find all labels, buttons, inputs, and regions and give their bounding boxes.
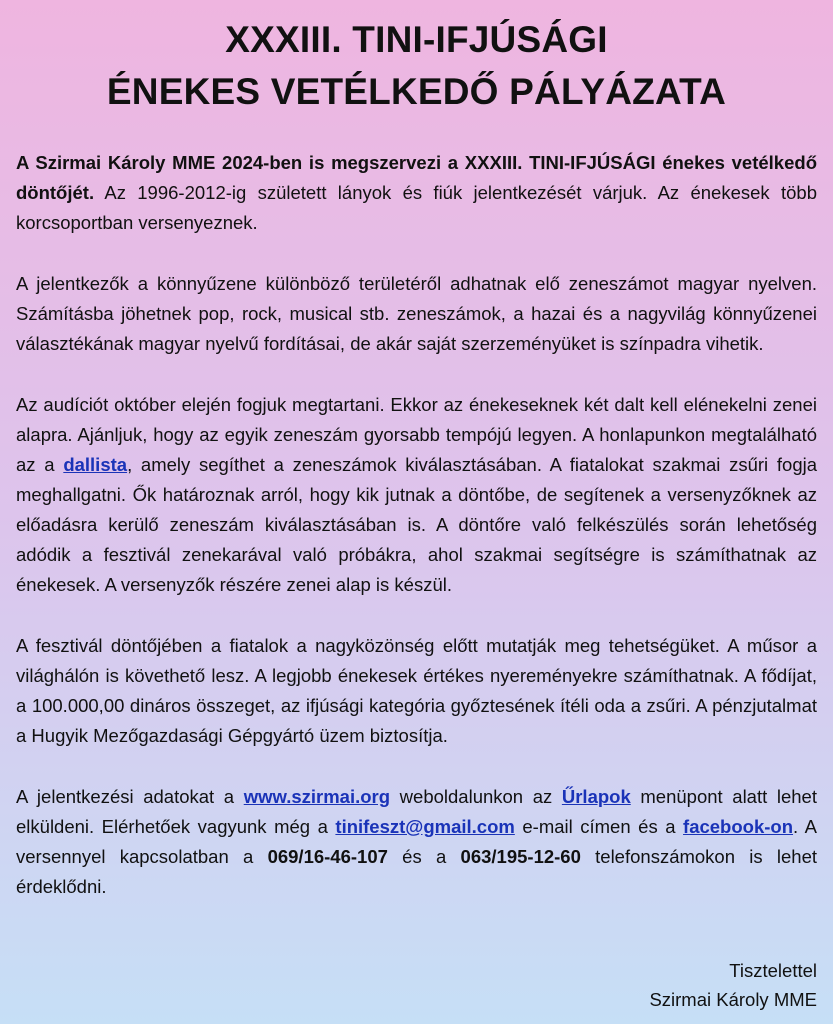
intro-bold-text: A Szirmai Károly MME 2024-ben is megszervezi a XXXIII. TINI-IFJÚSÁGI énekes vetélkedő döntőjét. [16,152,817,203]
phone-number-2: 063/195-12-60 [460,846,581,867]
paragraph-contact [16,782,817,902]
paragraph-genres: A jelentkezők a könnyűzene különböző területéről adhatnak elő zeneszámot magyar nyelven. Számításba jöhetnek pop, rock, musical stb. zeneszámok, a hazai és a nagyvilág könnyűzenei választékának magyar nyelvű fordításai, de akár saját szerzeményüket is színpadra vihetik. [16,273,817,354]
intro-text: Az 1996-2012-ig született lányok és fiúk jelentkezését várjuk. Az énekesek több korcsoportban versenyeznek. [16,182,817,233]
contact-text-5: . A versennyel kapcsolatban a [16,816,817,867]
contact-text-6: és a [387,846,461,867]
contact-text-2: weboldalunkon az [390,786,562,807]
page-title [16,0,817,118]
paragraph-audition [16,390,817,600]
signature-greeting: Tisztelettel [729,960,817,981]
signature-organization: Szirmai Károly MME [649,989,817,1010]
title-line-2: ÉNEKES VETÉLKEDŐ PÁLYÁZATA [106,71,727,112]
title-line-1: XXXIII. TINI-IFJÚSÁGI [225,19,608,60]
paragraph-final: A fesztivál döntőjében a fiatalok a nagyközönség előtt mutatják meg tehetségüket. A műsor a világhálón is követhető lesz. A legjobb énekesek értékes nyereményekre számíthatnak. A fődíjat, a 100.000,00 dináros összeget, az ifjúsági kategória győztesének ítéli oda a zsűri. A pénzjutalmat a Hugyik Mezőgazdasági Gépgyártó üzem biztosítja. [16,635,817,746]
contact-text-4: e-mail címen és a [514,816,684,837]
audition-text-1: Az audíciót október elején fogjuk megtartani. Ekkor az énekeseknek két dalt kell elénekelni zenei alapra. Ajánljuk, hogy az egyik zeneszám gyorsabb tempójú legyen. A honlapunkon megtalálható az a [16,394,817,475]
email-link[interactable]: tinifeszt@gmail.com [335,816,515,837]
signature [649,956,817,1014]
contact-text-7: telefonszámokon is lehet érdeklődni. [16,846,818,897]
website-link[interactable]: www.szirmai.org [243,786,391,807]
contact-text-3: menüpont alatt lehet elküldeni. Elérhetőek vagyunk még a [16,786,817,837]
facebook-link[interactable]: facebook-on [683,816,794,837]
contact-text-1: A jelentkezési adatokat a [16,786,244,807]
audition-text-2: , amely segíthet a zeneszámok kiválasztásában. A fiatalokat szakmai zsűri fogja meghallgatni. Ők határoznak arról, hogy kik jutnak a döntőbe, de segítenek a versenyzőknek az előadásra kerülő zeneszám kiválasztásában is. A döntőre való felkészülés során lehetőség adódik a fesztivál zenekarával való próbákra, ahol szakmai segítségre is számíthatnak az énekesek. A versenyzők részére zenei alap is készül. [16,454,818,595]
dallista-link[interactable]: dallista [63,454,128,475]
phone-number-1: 069/16-46-107 [267,846,388,867]
forms-link[interactable]: Űrlapok [561,786,631,807]
body-text [16,148,817,902]
paragraph-intro [16,148,817,238]
